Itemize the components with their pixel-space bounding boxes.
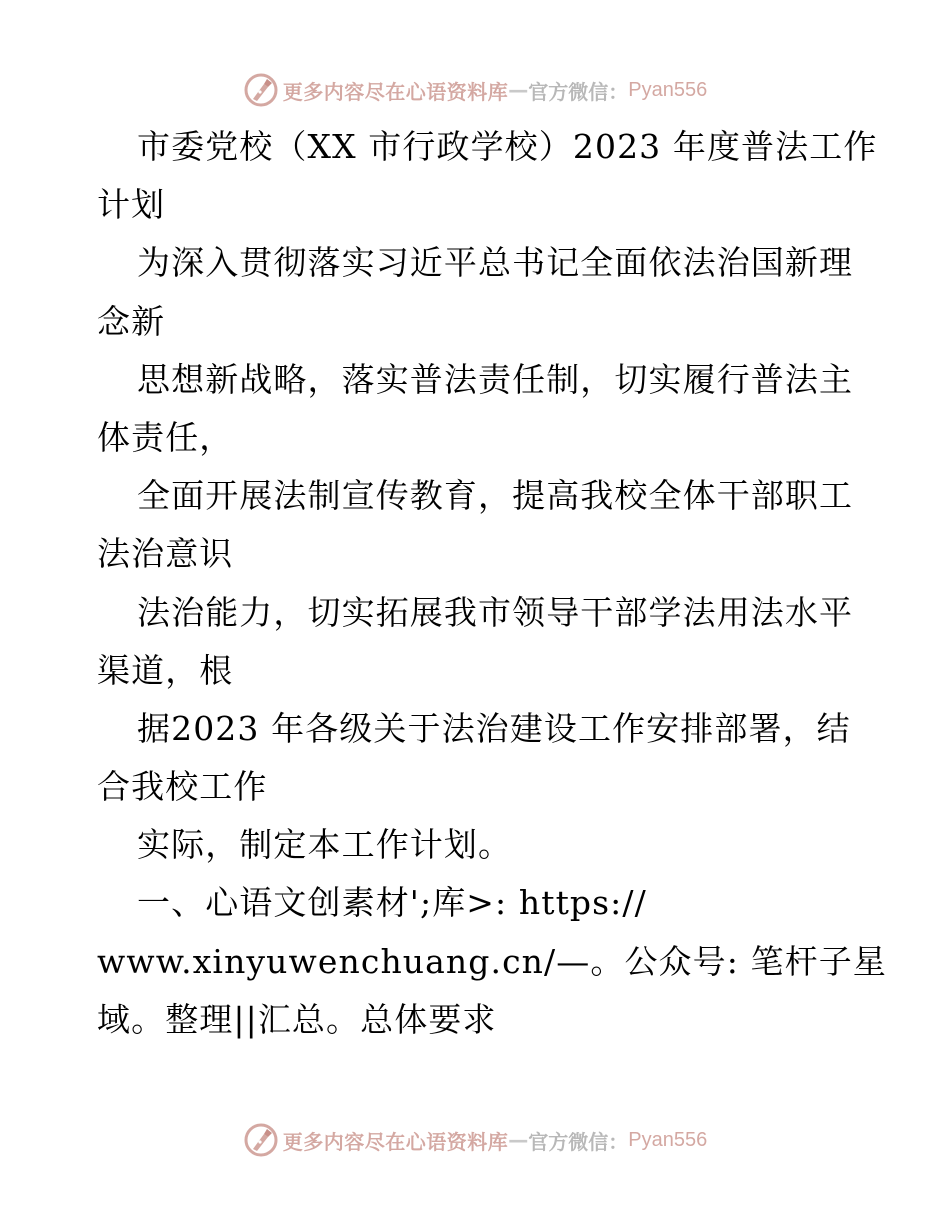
pen-nib-icon — [243, 1122, 279, 1158]
watermark-label: 官方微信： — [528, 1129, 629, 1154]
text-line: 合我校工作 — [97, 767, 268, 807]
watermark-text: 更多内容尽在心语资料库 — [282, 1129, 509, 1154]
watermark-id: Pyan556 — [628, 1128, 708, 1151]
watermark-id: Pyan556 — [628, 78, 708, 101]
document-body — [97, 118, 887, 1049]
text-line: 法治意识 — [97, 534, 234, 574]
text-line: www.xinyuwenchuang.cn/—。公众号: 笔杆子星 — [97, 941, 887, 981]
text-line: 市委党校（XX 市行政学校）2023 年度普法工作 — [137, 127, 878, 166]
text-line: 据2023 年各级关于法治建设工作安排部署，结 — [137, 708, 851, 748]
text-line: 念新 — [97, 301, 166, 341]
text-line: 一、心语文创素材';库>: https:// — [137, 883, 647, 923]
watermark-header — [0, 70, 950, 110]
watermark-footer — [0, 1120, 950, 1160]
text-line: 体责任， — [97, 417, 234, 457]
text-line: 法治能力，切实拓展我市领导干部学法用法水平 — [137, 592, 854, 632]
text-line: 渠道，根 — [97, 650, 234, 690]
watermark-separator: — — [508, 1128, 529, 1152]
text-line: 计划 — [97, 185, 166, 225]
text-line: 域。整理||汇总。总体要求 — [97, 999, 497, 1039]
watermark-text: 更多内容尽在心语资料库 — [282, 79, 509, 104]
text-line: 为深入贯彻落实习近平总书记全面依法治国新理 — [137, 243, 854, 283]
watermark-label: 官方微信： — [528, 79, 629, 104]
text-line: 思想新战略，落实普法责任制，切实履行普法主 — [137, 359, 854, 399]
watermark-separator: — — [508, 78, 529, 102]
pen-nib-icon — [243, 72, 279, 108]
text-line: 全面开展法制宣传教育，提高我校全体干部职工 — [137, 476, 854, 516]
text-line: 实际，制定本工作计划。 — [137, 825, 513, 865]
